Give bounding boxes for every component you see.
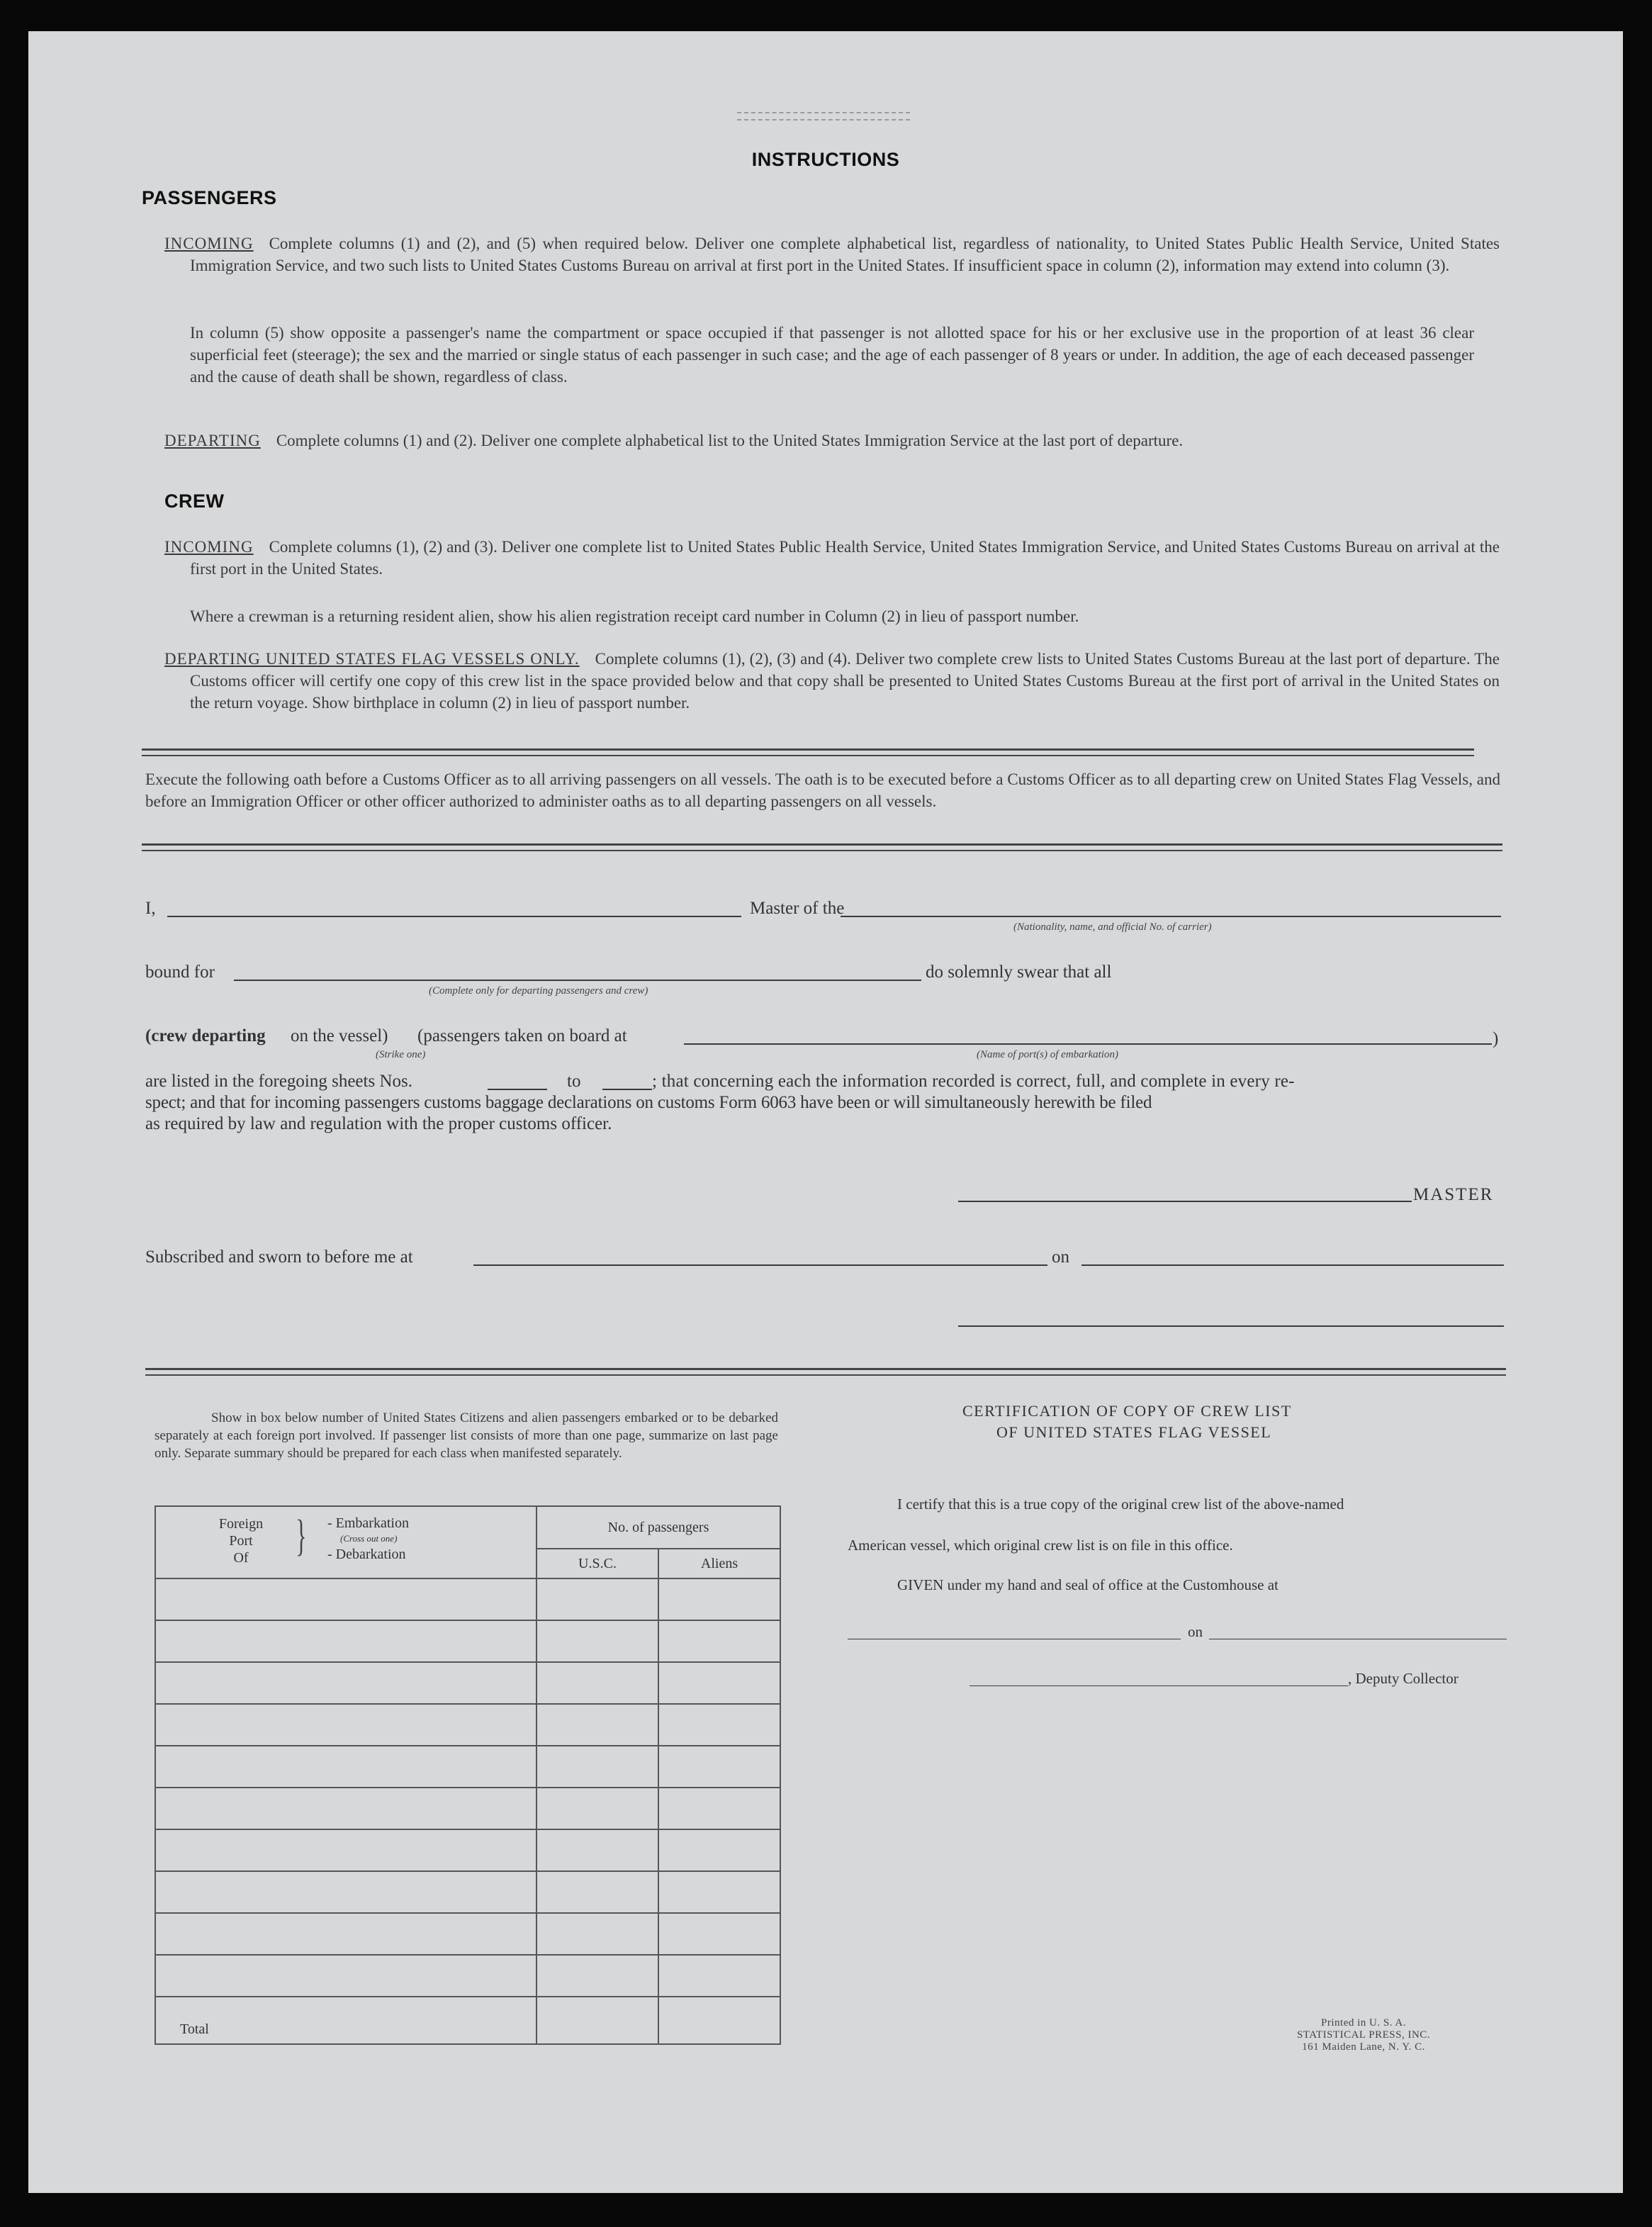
on-the-vessel-text: on the vessel) [291,1026,388,1045]
port-cell[interactable] [155,1704,536,1746]
passengers-incoming-text: Complete columns (1) and (2), and (5) when required below. Deliver one complete alphabetical list, regardless of nationality, to United States Public Health Service, United States Immigration Service, and two such lists to United States Customs Bureau on arrival at first port in the United States. If insufficient space in column (2), information may extend into column (3). [190,235,1500,274]
aliens-cell[interactable] [658,1662,780,1704]
listed-text-d: as required by law and regulation with the proper customs officer. [145,1114,612,1133]
passengers-taken-option: (passengers taken on board at [417,1026,627,1045]
table-row [155,1578,780,1620]
passengers-column5-paragraph: In column (5) show opposite a passenger's name the compartment or space occupied if that passenger is not allotted space for his or her exclusive use in the proportion of at least 36 clear superficial feet (steerage); the sex and the married or single status of each passenger in such case; and the age of each passenger of 8 years or under. In addition, the age of each deceased passenger and the cause of death shall be shown, regardless of class. [190,324,1474,386]
i-label: I, [145,899,156,918]
no-passengers-header: No. of passengers [536,1506,780,1549]
aliens-cell[interactable] [658,1746,780,1788]
usc-cell[interactable] [536,1704,658,1746]
passengers-departing-label: DEPARTING [164,432,261,449]
divider-oath [142,843,1502,851]
deputy-collector-label: , Deputy Collector [1348,1670,1459,1687]
crew-departing-paragraph [164,648,1500,714]
brace-icon: } [296,1512,307,1560]
carrier-field[interactable] [841,916,1501,917]
form-page [28,31,1623,2193]
table-row [155,1955,780,1997]
certification-title-1: CERTIFICATION OF COPY OF CREW LIST [962,1402,1292,1420]
embarkation-label: - Embarkation [327,1515,409,1531]
bound-for-field[interactable] [234,980,921,981]
cert-on-label: on [1188,1623,1203,1640]
summary-note: Show in box below number of United States Citizens and alien passengers embarked or to be debarked separately at each foreign port involved. If passenger list consists of more than one page, summarize on last page only. Separate summary should be prepared for each class when manifested separately. [154,1410,778,1461]
passengers-departing-text: Complete columns (1) and (2). Deliver one complete alphabetical list to the United States Immigration Service at the last port of departure. [276,432,1184,449]
sheet-to-field[interactable] [602,1089,652,1090]
passengers-incoming-paragraph [164,232,1500,276]
port-cell[interactable] [155,1955,536,1997]
aliens-header: Aliens [658,1549,780,1578]
table-row [155,1788,780,1829]
master-name-field[interactable] [167,916,741,917]
divider-instructions [142,748,1474,756]
crew-alien-paragraph: Where a crewman is a returning resident alien, show his alien registration receipt card number in Column (2) in lieu of passport number. [190,607,1079,625]
of-label: Of [233,1550,249,1566]
swear-label: do solemnly swear that all [926,963,1112,982]
total-row [155,1997,780,2044]
deputy-collector-field[interactable] [970,1685,1348,1686]
passengers-departing-paragraph [164,430,1500,451]
crew-incoming-text: Complete columns (1), (2) and (3). Deliver one complete list to United States Public Health Service, United States Immigration Service, and United States Customs Bureau on arrival at the first port in the United States. [190,538,1500,578]
given-text: GIVEN under my hand and seal of office at the Customhouse at [897,1576,1279,1593]
divider-bottom [145,1368,1506,1376]
crew-heading: CREW [164,490,225,512]
passengers-incoming-label: INCOMING [164,235,254,252]
listed-text-a: are listed in the foregoing sheets Nos. [145,1072,412,1091]
aliens-total-cell[interactable] [658,1997,780,2044]
aliens-cell[interactable] [658,1620,780,1662]
port-cell[interactable] [155,1662,536,1704]
subscribed-label: Subscribed and sworn to before me at [145,1247,413,1267]
debarkation-label: - Debarkation [327,1547,406,1562]
master-of-the-label: Master of the [750,899,845,918]
usc-cell[interactable] [536,1746,658,1788]
table-row [155,1704,780,1746]
subscribed-on-label: on [1052,1247,1069,1267]
usc-cell[interactable] [536,1955,658,1997]
certification-title-2: OF UNITED STATES FLAG VESSEL [996,1423,1272,1441]
subscribed-place-field[interactable] [473,1264,1047,1266]
crew-incoming-label: INCOMING [164,538,254,556]
total-label: Total [155,1997,536,2044]
ports-field[interactable] [684,1043,1492,1045]
passengers-heading: PASSENGERS [142,187,277,208]
port-cell[interactable] [155,1746,536,1788]
port-label: Port [229,1533,253,1549]
cross-out-caption: (Cross out one) [340,1533,398,1544]
aliens-cell[interactable] [658,1704,780,1746]
usc-cell[interactable] [536,1913,658,1955]
usc-cell[interactable] [536,1871,658,1913]
subscribed-date-field[interactable] [1081,1264,1504,1266]
sheet-from-field[interactable] [488,1089,547,1090]
printer-line-3: 161 Maiden Lane, N. Y. C. [1302,2041,1425,2053]
port-cell[interactable] [155,1788,536,1829]
listed-to: to [567,1072,581,1091]
aliens-cell[interactable] [658,1788,780,1829]
table-row [155,1620,780,1662]
printer-line-1: Printed in U. S. A. [1321,2017,1406,2029]
aliens-cell[interactable] [658,1578,780,1620]
crew-incoming-paragraph [164,536,1500,580]
usc-cell[interactable] [536,1578,658,1620]
bound-for-label: bound for [145,963,215,982]
master-signature-field[interactable] [958,1201,1412,1202]
officer-signature-field[interactable] [958,1325,1504,1327]
header-rule-mark [737,112,910,120]
foreign-label: Foreign [218,1516,264,1532]
listed-text-b: ; that concerning each the information recorded is correct, full, and complete in every re- [652,1072,1295,1091]
usc-header: U.S.C. [536,1549,658,1578]
usc-cell[interactable] [536,1620,658,1662]
usc-cell[interactable] [536,1662,658,1704]
carrier-caption: (Nationality, name, and official No. of carrier) [1013,921,1212,933]
certify-text-b: American vessel, which original crew list is on file in this office. [848,1537,1233,1554]
passenger-summary-table [154,1505,781,2045]
usc-cell[interactable] [536,1829,658,1871]
oath-intro: Execute the following oath before a Customs Officer as to all arriving passengers on all vessels. The oath is to be executed before a Customs Officer as to all departing crew on United States Flag Vessels, and before an Immigration Officer or other officer authorized to administer oaths as to all departing passengers on all vessels. [145,770,1500,810]
crew-departing-option: (crew departing [145,1026,266,1045]
crew-departing-label: DEPARTING UNITED STATES FLAG VESSELS ONLY. [164,650,580,668]
port-cell[interactable] [155,1913,536,1955]
printer-line-2: STATISTICAL PRESS, INC. [1296,2029,1431,2041]
bound-for-caption: (Complete only for departing passengers and crew) [429,985,648,997]
port-cell[interactable] [155,1871,536,1913]
aliens-cell[interactable] [658,1913,780,1955]
certify-text-a: I certify that this is a true copy of the original crew list of the above-named [897,1496,1344,1513]
master-signature-label: MASTER [1413,1185,1494,1204]
table-row [155,1829,780,1871]
table-row [155,1662,780,1704]
table-row [155,1913,780,1955]
instructions-title: INSTRUCTIONS [751,149,900,170]
printer-credit [1257,2017,1470,2053]
ports-caption: (Name of port(s) of embarkation) [977,1049,1118,1060]
port-cell[interactable] [155,1578,536,1620]
aliens-cell[interactable] [658,1871,780,1913]
port-cell[interactable] [155,1620,536,1662]
aliens-cell[interactable] [658,1955,780,1997]
close-paren: ) [1493,1029,1499,1048]
usc-cell[interactable] [536,1788,658,1829]
crew-departing-text: Complete columns (1), (2), (3) and (4). Deliver two complete crew lists to United States Customs Bureau at the last port of departure. The Customs officer will certify one copy of this crew list in the space provided below and that copy shall be presented to United States Customs Bureau at the first port of arrival in the United States on the return voyage. Show birthplace in column (2) in lieu of passport number. [190,650,1500,712]
table-row [155,1746,780,1788]
listed-text-c: spect; and that for incoming passengers customs baggage declarations on customs Form 6063 have been or will simultaneously herewith be filed [145,1093,1152,1112]
aliens-cell[interactable] [658,1829,780,1871]
usc-total-cell[interactable] [536,1997,658,2044]
strike-one-caption: (Strike one) [376,1049,426,1060]
table-row [155,1871,780,1913]
foreign-port-header [155,1506,536,1578]
port-cell[interactable] [155,1829,536,1871]
